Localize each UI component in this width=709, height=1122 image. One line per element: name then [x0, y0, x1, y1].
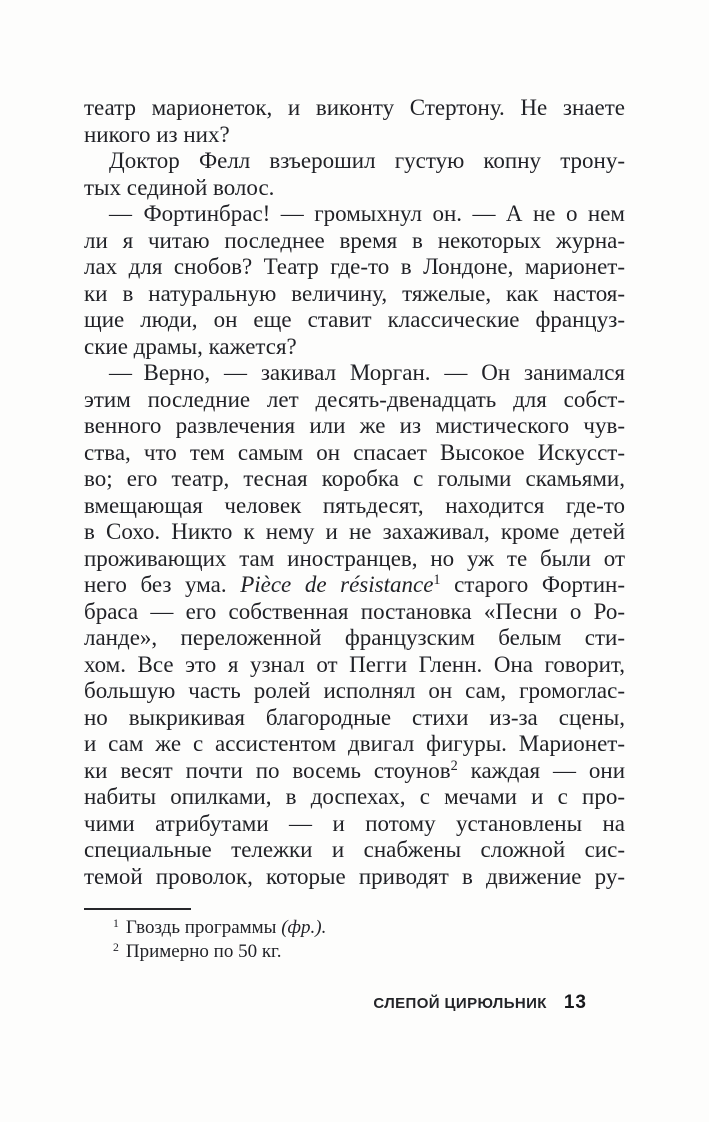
text-segment: специальные тележки и снабжены сложной сис- — [84, 837, 625, 862]
text-segment: в Сохо. Никто к нему и не захаживал, кроме детей — [84, 519, 625, 544]
text-segment: ки весят почти по восемь стоунов — [84, 757, 451, 783]
text-segment: старого Фортин- — [440, 572, 626, 597]
superscript-marker: 2 — [450, 757, 458, 774]
text-segment: щие люди, он еще ставит классические француз- — [84, 307, 625, 332]
text-segment: большую часть ролей исполнял он сам, громоглас- — [84, 678, 625, 703]
text-segment: Pièce de résistance — [240, 572, 434, 597]
text-line — [84, 281, 625, 308]
text-line — [84, 864, 625, 891]
text-segment: ки в натуральную величину, тяжелые, как настоя- — [84, 280, 625, 306]
text-line — [84, 413, 625, 440]
footnote-divider — [84, 908, 191, 910]
footnote-text: Гвоздь программы — [125, 917, 282, 938]
text-line — [84, 440, 625, 467]
superscript-marker: 1 — [433, 572, 441, 589]
text-line — [84, 758, 625, 785]
text-segment: венного развлечения или же из мистического чув- — [84, 413, 625, 438]
text-line — [84, 175, 625, 202]
footnote-marker: 1 — [113, 917, 119, 931]
text-line — [84, 811, 625, 838]
page-number: 13 — [563, 992, 587, 1013]
text-segment: темой проволок, которые приводят в движение ру- — [84, 863, 625, 889]
text-segment: этим последние лет десять-двенадцать для собст- — [84, 386, 625, 412]
text-segment: ланде», переложенной французским белым сти- — [84, 625, 625, 650]
text-line — [84, 387, 625, 414]
text-segment: — Фортинбрас! — громыхнул он. — А не о нем — [109, 201, 625, 226]
text-segment: и сам же с ассистентом двигал фигуры. Марионет- — [84, 731, 625, 756]
text-segment: лах для снобов? Театр где-то в Лондоне, марионет- — [84, 254, 625, 279]
text-segment: никого из них? — [84, 121, 230, 147]
page-text-block — [84, 95, 625, 890]
text-line — [84, 254, 625, 281]
text-segment: каждая — они — [457, 757, 625, 783]
text-line — [84, 705, 625, 732]
text-segment: Доктор Фелл взъерошил густую копну трону- — [109, 148, 625, 173]
text-line — [84, 360, 625, 387]
text-line — [84, 678, 625, 705]
text-segment: проживающих там иностранцев, но уж те были от — [84, 545, 625, 571]
text-line — [84, 148, 625, 175]
text-segment: ства, что тем самым он спасает Высокое Искусст- — [84, 439, 625, 465]
text-segment: набиты опилками, в доспехах, с мечами и с про- — [84, 784, 625, 809]
text-line — [84, 334, 625, 361]
page-footer — [0, 992, 587, 1015]
text-segment: браса — его собственная постановка «Песни о Ро- — [84, 598, 625, 624]
text-line — [84, 201, 625, 228]
footnote-text: (фр.). — [281, 917, 327, 938]
text-segment: но выкрикивая благородные стихи из-за сцены, — [84, 704, 625, 730]
text-segment: вмещающая человек пятьдесят, находится где-то — [84, 492, 625, 518]
text-line — [84, 625, 625, 652]
text-line — [84, 572, 625, 599]
text-segment: во; его театр, тесная коробка с голыми скамьями, — [84, 466, 625, 491]
text-segment: хом. Все это я узнал от Пегги Гленн. Она говорит, — [84, 651, 625, 677]
text-segment: — Верно, — закивал Морган. — Он занимался — [109, 360, 625, 385]
text-segment: ли я читаю последнее время в некоторых журна- — [84, 227, 625, 253]
text-line — [84, 599, 625, 626]
text-line — [84, 95, 625, 122]
text-line — [84, 546, 625, 573]
footnotes-block — [84, 917, 625, 965]
footnote — [84, 917, 625, 941]
text-segment: тых сединой волос. — [84, 174, 275, 200]
text-segment: него без ума. — [84, 572, 241, 597]
footnote-marker: 2 — [113, 941, 119, 955]
text-line — [84, 122, 625, 149]
running-title: СЛЕПОЙ ЦИРЮЛЬНИК — [373, 995, 547, 1012]
text-line — [84, 652, 625, 679]
text-line — [84, 731, 625, 758]
text-line — [84, 307, 625, 334]
text-line — [84, 493, 625, 520]
text-segment: ские драмы, кажется? — [84, 333, 297, 359]
text-segment: театр марионеток, и виконту Стертону. Не знаете — [84, 95, 625, 120]
text-line — [84, 519, 625, 546]
text-line — [84, 466, 625, 493]
footnote-text: Примерно по 50 кг. — [125, 941, 282, 962]
footnote — [84, 941, 625, 965]
text-line — [84, 837, 625, 864]
text-line — [84, 228, 625, 255]
text-line — [84, 784, 625, 811]
text-segment: чими атрибутами — и потому установлены на — [84, 810, 625, 836]
